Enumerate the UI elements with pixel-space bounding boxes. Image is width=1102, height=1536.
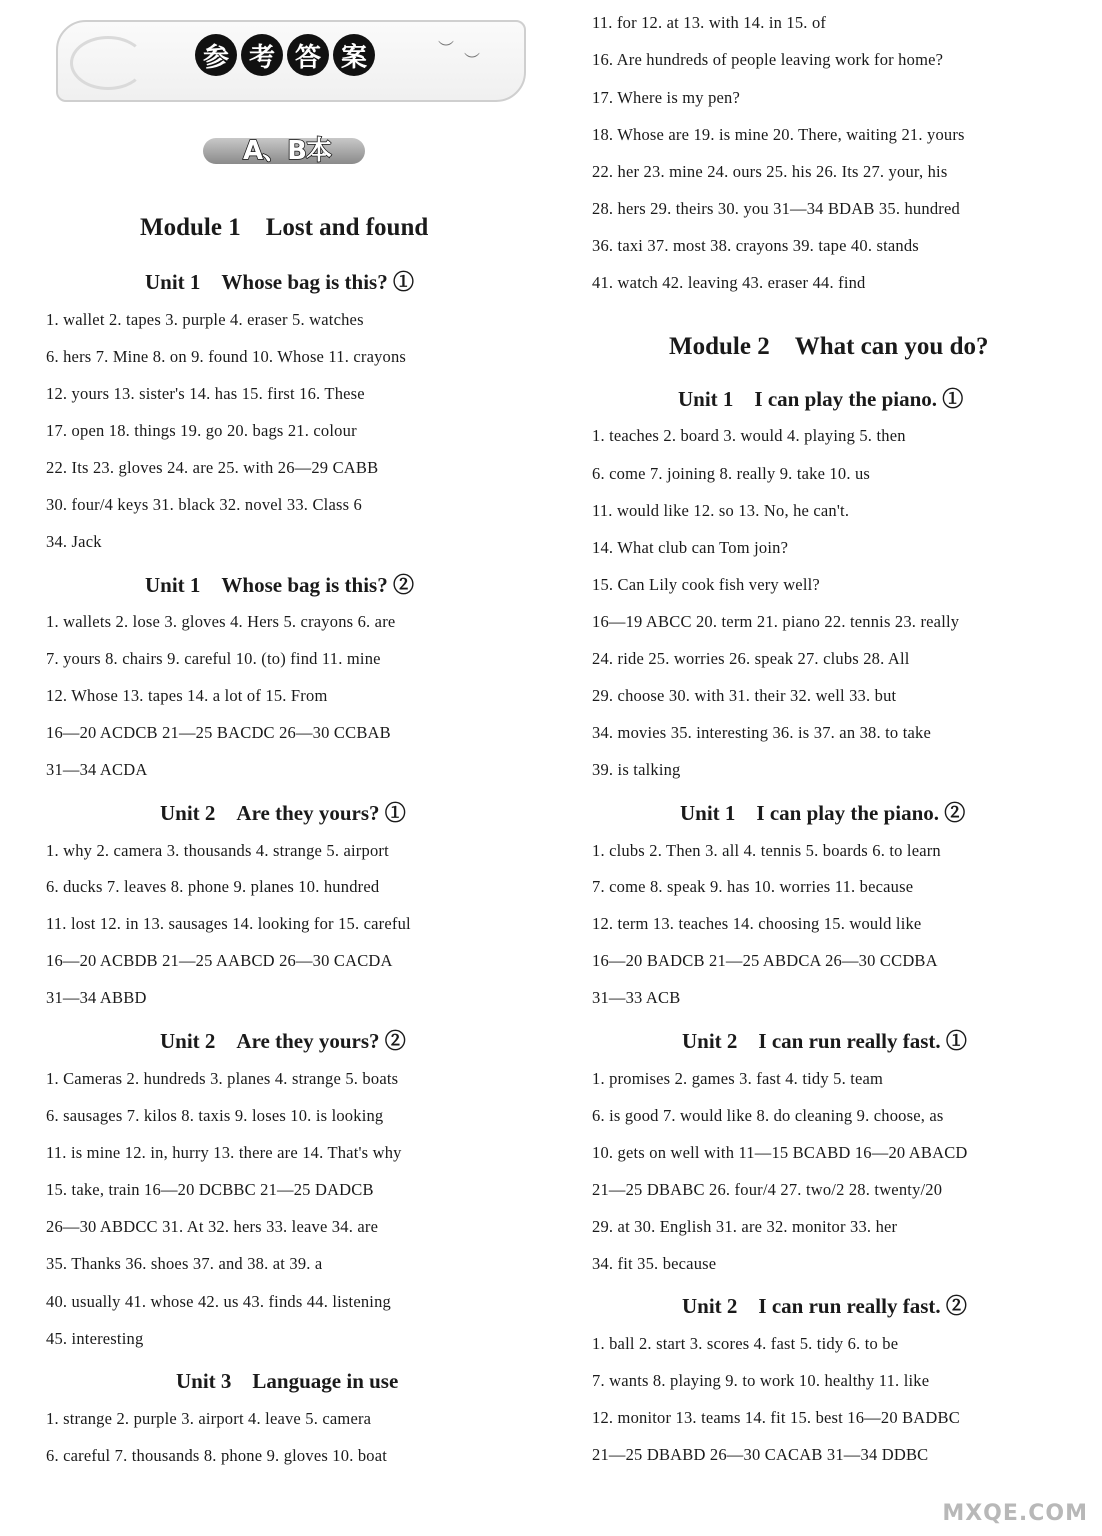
- answer-line: 29. at 30. English 31. are 32. monitor 33. her: [592, 1217, 898, 1236]
- title-char: 考: [241, 34, 283, 76]
- answer-line: 1. teaches 2. board 3. would 4. playing 5. then: [592, 426, 906, 445]
- answer-line: 14. What club can Tom join?: [592, 538, 789, 557]
- answer-line: 31—33 ACB: [592, 988, 681, 1007]
- answer-line: 34. movies 35. interesting 36. is 37. an 38. to take: [592, 723, 931, 742]
- answer-line: 7. yours 8. chairs 9. careful 10. (to) find 11. mine: [46, 649, 381, 668]
- unit-title: Unit 1 Whose bag is this? ②: [145, 573, 414, 597]
- answer-line: 7. come 8. speak 9. has 10. worries 11. because: [592, 877, 914, 896]
- answer-line: 10. gets on well with 11—15 BCABD 16—20 ABACD: [592, 1143, 968, 1162]
- answer-line: 28. hers 29. theirs 30. you 31—34 BDAB 35. hundred: [592, 199, 960, 218]
- answer-line: 6. careful 7. thousands 8. phone 9. gloves 10. boat: [46, 1446, 388, 1465]
- answer-line: 12. term 13. teaches 14. choosing 15. would like: [592, 914, 922, 933]
- answer-line: 15. Can Lily cook fish very well?: [592, 575, 820, 594]
- answer-line: 36. taxi 37. most 38. crayons 39. tape 40. stands: [592, 236, 919, 255]
- module-1-title: Module 1 Lost and found: [140, 214, 429, 241]
- answer-line: 30. four/4 keys 31. black 32. novel 33. Class 6: [46, 495, 362, 514]
- answer-line: 21—25 DBABC 26. four/4 27. two/2 28. twenty/20: [592, 1180, 943, 1199]
- unit-title: Unit 1 I can play the piano. ①: [678, 387, 964, 411]
- answer-line: 16—20 BADCB 21—25 ABDCA 26—30 CCDBA: [592, 951, 938, 970]
- answer-line: 16—19 ABCC 20. term 21. piano 22. tennis 23. really: [592, 612, 960, 631]
- answer-line: 16. Are hundreds of people leaving work for home?: [592, 50, 944, 69]
- answer-line: 39. is talking: [592, 760, 681, 779]
- unit-title: Unit 1 I can play the piano. ②: [680, 801, 966, 825]
- answer-line: 15. take, train 16—20 DCBBC 21—25 DADCB: [46, 1180, 374, 1199]
- unit-title: Unit 2 Are they yours? ①: [160, 801, 406, 825]
- bird-icon: ︶: [438, 41, 455, 58]
- unit-title: Unit 3 Language in use: [176, 1369, 399, 1393]
- answer-line: 31—34 ABBD: [46, 988, 147, 1007]
- answer-line: 1. promises 2. games 3. fast 4. tidy 5. team: [592, 1069, 884, 1088]
- answer-line: 11. would like 12. so 13. No, he can't.: [592, 501, 850, 520]
- unit-title: Unit 2 I can run really fast. ②: [682, 1294, 967, 1318]
- answer-line: 22. Its 23. gloves 24. are 25. with 26—29 CABB: [46, 458, 379, 477]
- bird-icon: ︶: [464, 53, 481, 70]
- answer-line: 1. ball 2. start 3. scores 4. fast 5. tidy 6. to be: [592, 1334, 899, 1353]
- title-char: 案: [333, 34, 375, 76]
- unit-title: Unit 2 Are they yours? ②: [160, 1029, 406, 1053]
- unit-title: Unit 1 Whose bag is this? ①: [145, 270, 414, 294]
- answer-line: 35. Thanks 36. shoes 37. and 38. at 39. a: [46, 1254, 323, 1273]
- answer-line: 16—20 ACBDB 21—25 AABCD 26—30 CACDA: [46, 951, 393, 970]
- answer-line: 6. sausages 7. kilos 8. taxis 9. loses 10. is looking: [46, 1106, 384, 1125]
- answer-line: 17. open 18. things 19. go 20. bags 21. colour: [46, 421, 357, 440]
- answer-line: 18. Whose are 19. is mine 20. There, waiting 21. yours: [592, 125, 965, 144]
- module-2-title: Module 2 What can you do?: [669, 333, 989, 360]
- unit-title: Unit 2 I can run really fast. ①: [682, 1029, 967, 1053]
- answer-line: 6. ducks 7. leaves 8. phone 9. planes 10. hundred: [46, 877, 380, 896]
- title-char: 答: [287, 34, 329, 76]
- answer-line: 40. usually 41. whose 42. us 43. finds 44. listening: [46, 1292, 391, 1311]
- answer-line: 11. for 12. at 13. with 14. in 15. of: [592, 13, 827, 32]
- answer-line: 6. hers 7. Mine 8. on 9. found 10. Whose 11. crayons: [46, 347, 407, 366]
- answer-line: 12. Whose 13. tapes 14. a lot of 15. From: [46, 686, 328, 705]
- answer-line: 6. come 7. joining 8. really 9. take 10. us: [592, 464, 871, 483]
- answer-line: 34. Jack: [46, 532, 102, 551]
- answer-line: 22. her 23. mine 24. ours 25. his 26. Its 27. your, his: [592, 162, 948, 181]
- answer-line: 1. clubs 2. Then 3. all 4. tennis 5. boards 6. to learn: [592, 841, 941, 860]
- answer-line: 6. is good 7. would like 8. do cleaning 9. choose, as: [592, 1106, 944, 1125]
- answer-line: 1. strange 2. purple 3. airport 4. leave 5. camera: [46, 1409, 372, 1428]
- answer-line: 12. yours 13. sister's 14. has 15. first 16. These: [46, 384, 365, 403]
- answer-line: 1. wallet 2. tapes 3. purple 4. eraser 5. watches: [46, 310, 364, 329]
- answer-line: 24. ride 25. worries 26. speak 27. clubs 28. All: [592, 649, 910, 668]
- answer-line: 1. why 2. camera 3. thousands 4. strange 5. airport: [46, 841, 389, 860]
- answer-line: 7. wants 8. playing 9. to work 10. healthy 11. like: [592, 1371, 930, 1390]
- answer-line: 1. Cameras 2. hundreds 3. planes 4. strange 5. boats: [46, 1069, 399, 1088]
- answer-line: 12. monitor 13. teams 14. fit 15. best 16—20 BADBC: [592, 1408, 960, 1427]
- answer-line: 41. watch 42. leaving 43. eraser 44. find: [592, 273, 866, 292]
- answer-line: 31—34 ACDA: [46, 760, 148, 779]
- answer-line: 16—20 ACDCB 21—25 BACDC 26—30 CCBAB: [46, 723, 391, 742]
- title-char: 参: [195, 34, 237, 76]
- watermark: MXQE.COM: [942, 1501, 1088, 1526]
- answer-line: 26—30 ABDCC 31. At 32. hers 33. leave 34. are: [46, 1217, 379, 1236]
- page-title: [195, 34, 375, 76]
- answer-line: 45. interesting: [46, 1329, 144, 1348]
- section-tag: [203, 138, 365, 164]
- answer-line: 34. fit 35. because: [592, 1254, 717, 1273]
- answer-line: 1. wallets 2. lose 3. gloves 4. Hers 5. crayons 6. are: [46, 612, 396, 631]
- decorative-swirl-icon: [70, 36, 146, 90]
- answer-line: 11. lost 12. in 13. sausages 14. looking for 15. careful: [46, 914, 411, 933]
- answer-line: 11. is mine 12. in, hurry 13. there are 14. That's why: [46, 1143, 402, 1162]
- answer-line: 29. choose 30. with 31. their 32. well 33. but: [592, 686, 897, 705]
- answer-line: 17. Where is my pen?: [592, 88, 741, 107]
- section-tag-label: A、B本: [243, 136, 331, 166]
- answer-line: 21—25 DBABD 26—30 CACAB 31—34 DDBC: [592, 1445, 929, 1464]
